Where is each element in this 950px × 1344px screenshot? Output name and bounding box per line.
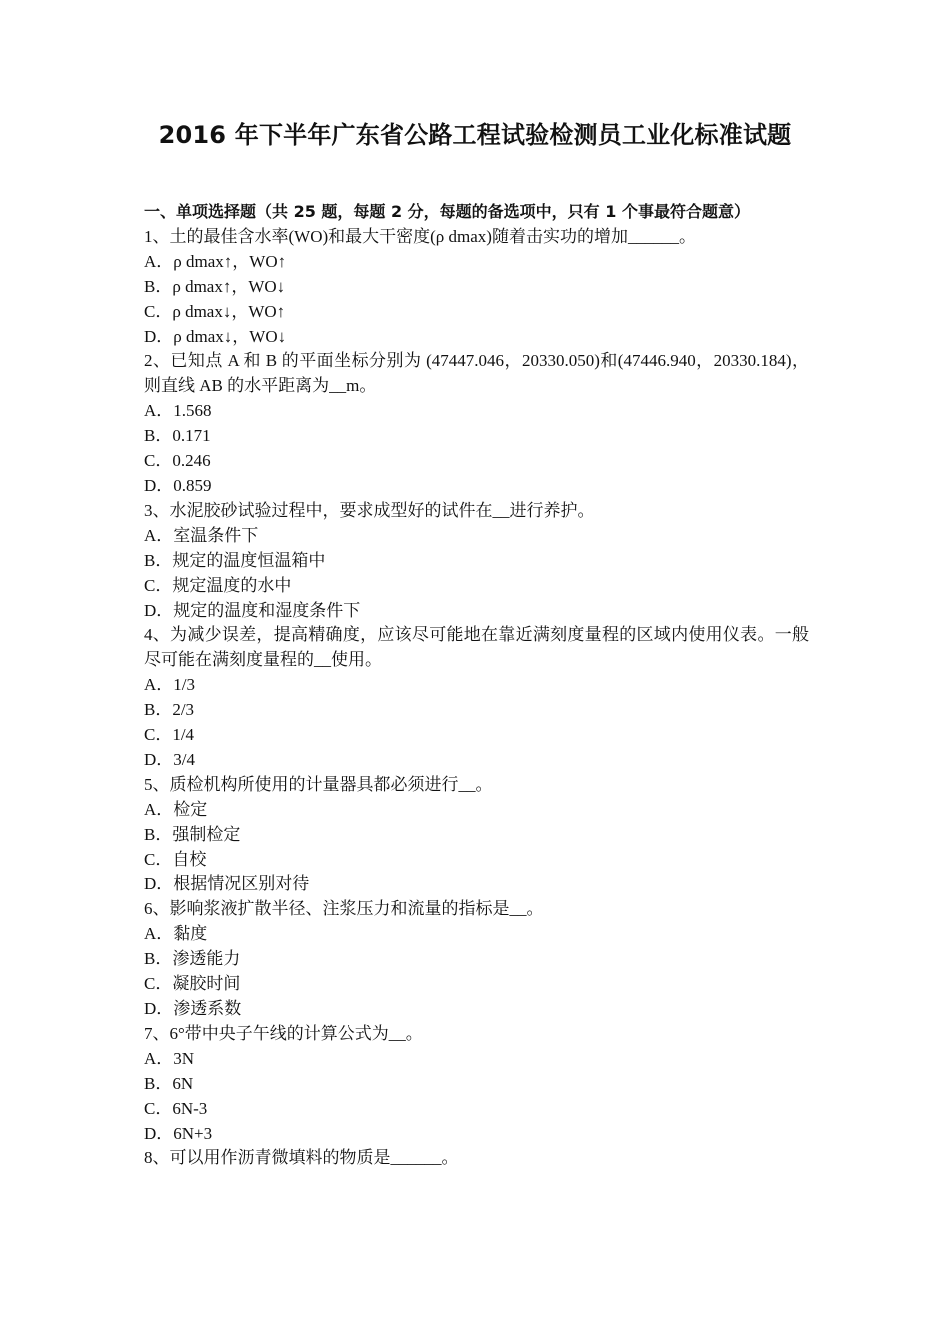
answer-option: C．1/4 (144, 725, 195, 745)
answer-option: A．黏度 (144, 924, 208, 944)
answer-option: B．0.171 (144, 426, 211, 446)
answer-option: B．渗透能力 (144, 949, 241, 969)
document-title: 2016 年下半年广东省公路工程试验检测员工业化标准试题 (158, 121, 792, 149)
answer-option: B．6N (144, 1073, 194, 1093)
answer-option: C．ρ dmax↓，WO↑ (144, 301, 286, 321)
answer-option: D．ρ dmax↓，WO↓ (144, 326, 287, 346)
document-body (144, 200, 809, 1171)
question-stem: 5、质检机构所使用的计量器具都必须进行__。 (144, 774, 493, 794)
answer-option: A．ρ dmax↑，WO↑ (144, 251, 287, 271)
answer-option: A．室温条件下 (144, 525, 259, 545)
question-item (144, 499, 809, 624)
question-item (144, 349, 809, 498)
answer-option: D．0.859 (144, 475, 212, 495)
answer-option: A．检定 (144, 799, 208, 819)
question-stem: 6、影响浆液扩散半径、注浆压力和流量的指标是__。 (144, 899, 544, 919)
question-item (144, 773, 809, 898)
answer-option: A．1/3 (144, 675, 195, 695)
answer-option: D．渗透系数 (144, 999, 242, 1018)
question-item (144, 623, 809, 772)
question-stem: 3、水泥胶砂试验过程中，要求成型好的试件在__进行养护。 (144, 500, 595, 520)
section-heading: 一、单项选择题（共 25 题，每题 2 分，每题的备选项中，只有 1 个事最符合题意） (144, 202, 750, 221)
answer-option: C．规定温度的水中 (144, 575, 292, 595)
question-stem: 8、可以用作沥青微填料的物质是______。 (144, 1148, 459, 1168)
question-item (144, 225, 809, 350)
answer-option: C．自校 (144, 849, 207, 869)
question-item (144, 1022, 809, 1147)
answer-option: B．ρ dmax↑，WO↓ (144, 276, 286, 296)
question-item (144, 897, 809, 1022)
answer-option: B．强制检定 (144, 824, 241, 844)
answer-option: D．根据情况区别对待 (144, 874, 310, 894)
answer-option: C．6N-3 (144, 1098, 208, 1118)
question-list (144, 225, 809, 1171)
answer-option: D．6N+3 (144, 1123, 213, 1143)
answer-option: A．3N (144, 1048, 195, 1068)
question-item (144, 1146, 809, 1171)
answer-option: B．规定的温度恒温箱中 (144, 550, 326, 570)
answer-option: B．2/3 (144, 700, 195, 720)
question-stem: 7、6°带中央子午线的计算公式为__。 (144, 1023, 423, 1043)
answer-option: C．凝胶时间 (144, 974, 241, 994)
answer-option: D．规定的温度和湿度条件下 (144, 600, 361, 620)
question-stem: 4、为减少误差，提高精确度，应该尽可能地在靠近满刻度量程的区域内使用仪表。一般尽可能在满刻度量程的__使用。 (144, 625, 809, 670)
question-stem: 1、土的最佳含水率(WO)和最大干密度(ρ dmax)随着击实功的增加______。 (144, 226, 696, 246)
answer-option: C．0.246 (144, 451, 211, 471)
answer-option: D．3/4 (144, 749, 195, 769)
question-stem: 2、已知点 A 和 B 的平面坐标分别为 (47447.046，20330.050)和(47446.940，20330.184)，则直线 AB 的水平距离为__m。 (144, 351, 809, 396)
answer-option: A．1.568 (144, 401, 212, 421)
